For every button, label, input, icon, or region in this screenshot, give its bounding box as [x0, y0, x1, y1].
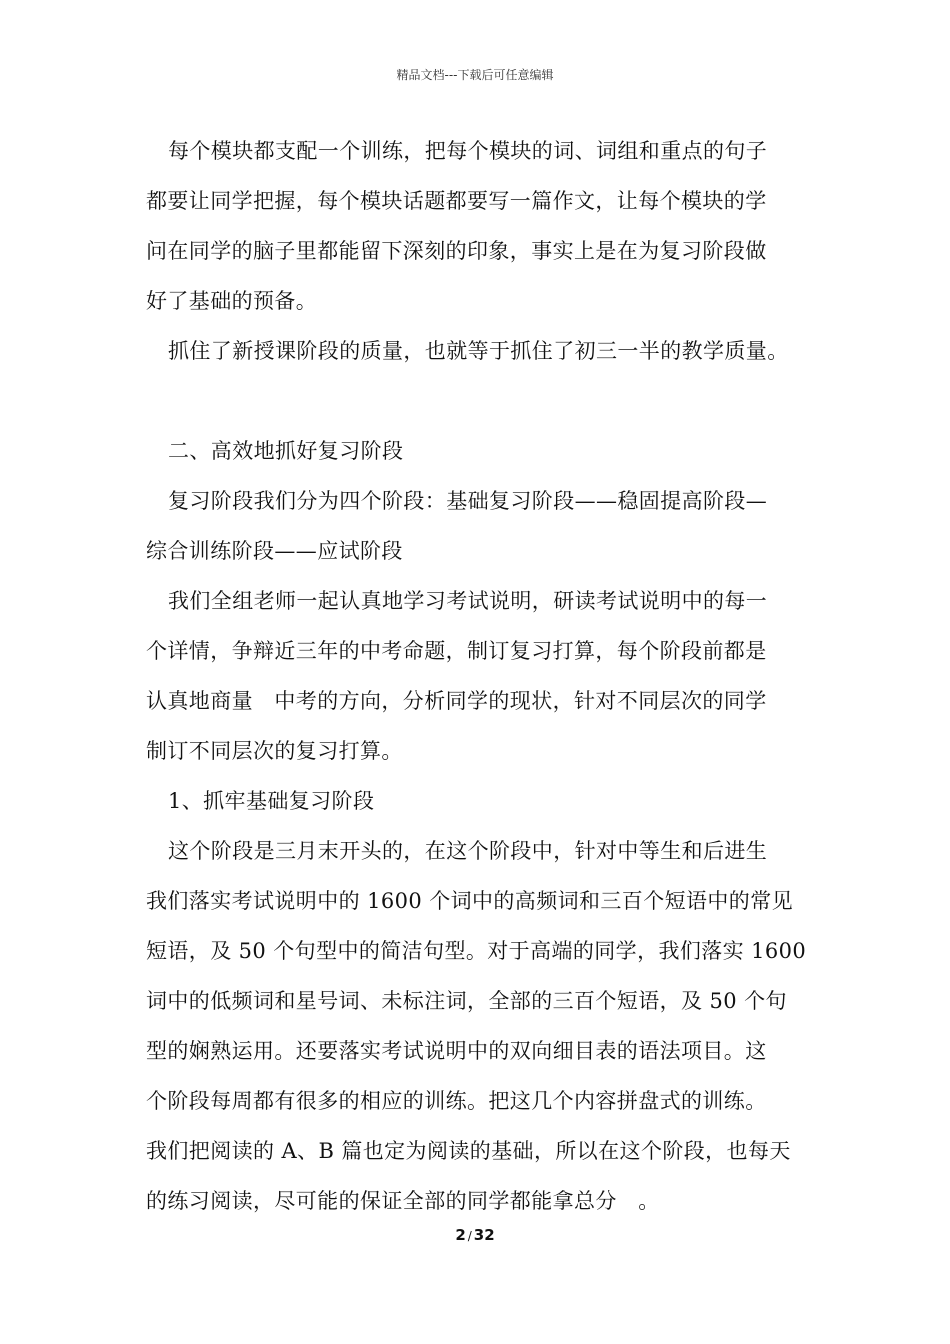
paragraph-line: 都要让同学把握，每个模块话题都要写一篇作文，让每个模块的学 [146, 189, 767, 213]
paragraph-line: 我们把阅读的 A、B 篇也定为阅读的基础，所以在这个阶段，也每天 [146, 1139, 791, 1163]
subsection-heading: 1、抓牢基础复习阶段 [168, 789, 375, 813]
paragraph-line: 制订不同层次的复习打算。 [146, 739, 403, 763]
paragraph-line: 好了基础的预备。 [146, 289, 318, 313]
paragraph-line: 我们全组老师一起认真地学习考试说明，研读考试说明中的每一 [168, 589, 768, 613]
paragraph-line: 我们落实考试说明中的 1600 个词中的高频词和三百个短语中的常见 [146, 889, 793, 913]
paragraph-line: 型的娴熟运用。还要落实考试说明中的双向细目表的语法项目。这 [146, 1039, 767, 1063]
paragraph-line: 个详情，争辩近三年的中考命题，制订复习打算，每个阶段前都是 [146, 639, 767, 663]
paragraph-line: 词中的低频词和星号词、未标注词，全部的三百个短语，及 50 个句 [146, 989, 787, 1013]
paragraph-line: 复习阶段我们分为四个阶段：基础复习阶段——稳固提高阶段— [168, 489, 768, 513]
paragraph-line: 问在同学的脑子里都能留下深刻的印象，事实上是在为复习阶段做 [146, 239, 767, 263]
current-page-number: 2 [455, 1226, 466, 1244]
paragraph-spacer [146, 376, 814, 426]
paragraph-line: 每个模块都支配一个训练，把每个模块的词、词组和重点的句子 [168, 139, 768, 163]
paragraph-line: 短语，及 50 个句型中的简洁句型。对于高端的同学，我们落实 1600 [146, 939, 807, 963]
page-number [0, 1226, 950, 1244]
paragraph-line: 认真地商量 中考的方向，分析同学的现状，针对不同层次的同学 [146, 689, 767, 713]
paragraph-line: 这个阶段是三月末开头的，在这个阶段中，针对中等生和后进生 [168, 839, 768, 863]
section-heading: 二、高效地抓好复习阶段 [168, 439, 404, 463]
paragraph-line: 抓住了新授课阶段的质量，也就等于抓住了初三一半的教学质量。 [168, 339, 789, 363]
page-header: 精品文档---下载后可任意编辑 [396, 68, 554, 82]
page-separator: / [467, 1229, 472, 1243]
paragraph-line: 综合训练阶段——应试阶段 [146, 539, 403, 563]
paragraph-line: 个阶段每周都有很多的相应的训练。把这几个内容拼盘式的训练。 [146, 1089, 767, 1113]
total-page-count: 32 [473, 1226, 495, 1244]
paragraph-line: 的练习阅读，尽可能的保证全部的同学都能拿总分 。 [146, 1189, 660, 1213]
body-text [146, 126, 814, 1226]
